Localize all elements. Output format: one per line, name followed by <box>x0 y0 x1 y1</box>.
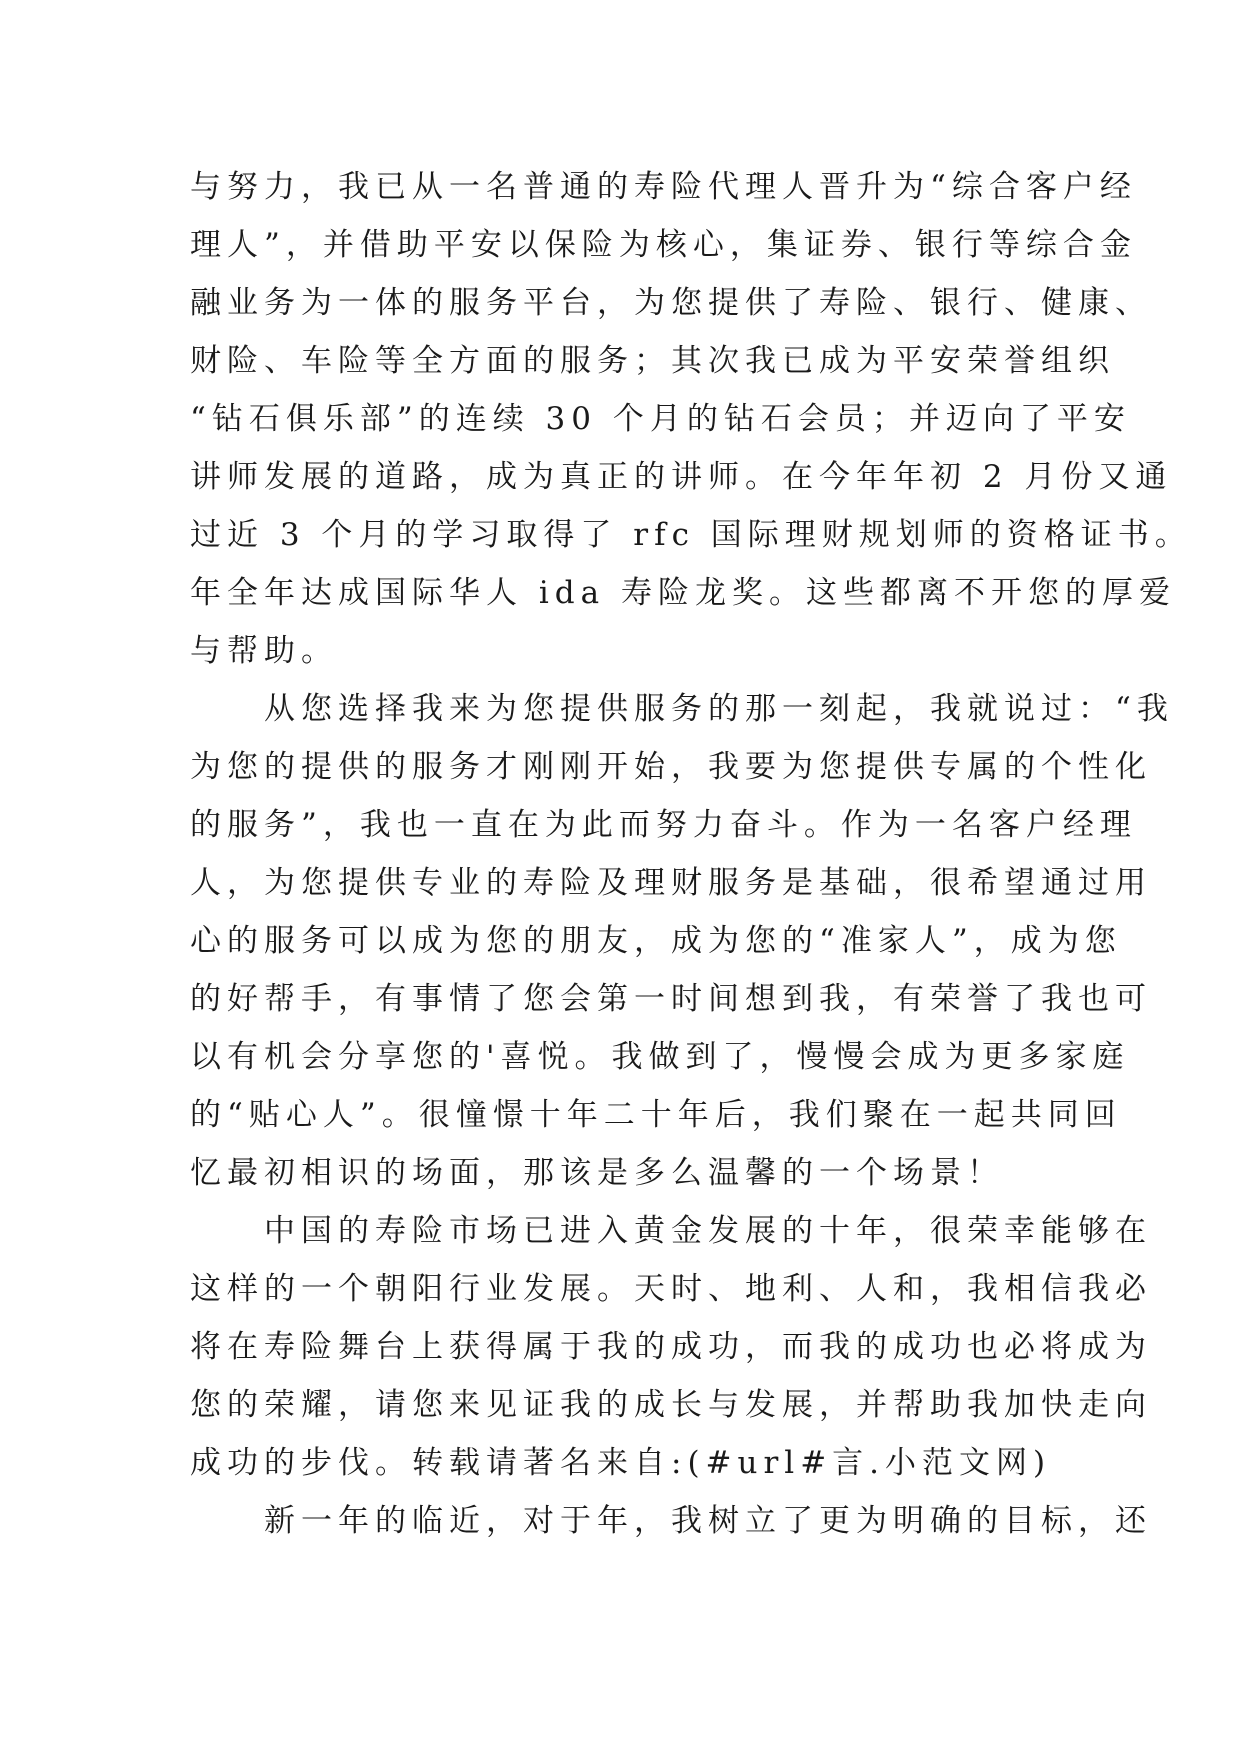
text-line: 忆最初相识的场面，那该是多么温馨的一个场景！ <box>190 1155 1004 1191</box>
text-line: 新一年的临近，对于年，我树立了更为明确的目标，还 <box>190 1503 1152 1539</box>
text-line: “钻石俱乐部”的连续 30 个月的钻石会员；并迈向了平安 <box>190 401 1131 437</box>
text-line: 财险、车险等全方面的服务；其次我已成为平安荣誉组织 <box>190 343 1115 379</box>
body-text <box>190 158 1192 1550</box>
text-line: 的好帮手，有事情了您会第一时间想到我，有荣誉了我也可 <box>190 981 1152 1017</box>
text-line: 讲师发展的道路，成为真正的讲师。在今年年初 2 月份又通 <box>190 459 1173 495</box>
text-line: 人，为您提供专业的寿险及理财服务是基础，很希望通过用 <box>190 865 1152 901</box>
text-line: 将在寿险舞台上获得属于我的成功，而我的成功也必将成为 <box>190 1329 1152 1365</box>
text-line: 融业务为一体的服务平台，为您提供了寿险、银行、健康、 <box>190 285 1152 321</box>
text-line: 中国的寿险市场已进入黄金发展的十年，很荣幸能够在 <box>190 1213 1152 1249</box>
text-line: 过近 3 个月的学习取得了 rfc 国际理财规划师的资格证书。 <box>190 517 1192 553</box>
text-line: 成功的步伐。转载请著名来自:(#url#言.小范文网) <box>190 1445 1052 1481</box>
text-line: 这样的一个朝阳行业发展。天时、地利、人和，我相信我必 <box>190 1271 1152 1307</box>
text-line: 与努力，我已从一名普通的寿险代理人晋升为“综合客户经 <box>190 169 1137 205</box>
text-line: 您的荣耀，请您来见证我的成长与发展，并帮助我加快走向 <box>190 1387 1152 1423</box>
text-line: 年全年达成国际华人 ida 寿险龙奖。这些都离不开您的厚爱 <box>190 575 1176 611</box>
text-line: 与帮助。 <box>190 633 338 669</box>
text-line: 以有机会分享您的'喜悦。我做到了，慢慢会成为更多家庭 <box>190 1039 1130 1075</box>
text-line: 为您的提供的服务才刚刚开始，我要为您提供专属的个性化 <box>190 749 1152 785</box>
text-line: 的服务”，我也一直在为此而努力奋斗。作为一名客户经理 <box>190 807 1137 843</box>
text-line: 从您选择我来为您提供服务的那一刻起，我就说过：“我 <box>190 691 1174 727</box>
text-line: 的“贴心人”。很憧憬十年二十年后，我们聚在一起共同回 <box>190 1097 1122 1133</box>
text-line: 心的服务可以成为您的朋友，成为您的“准家人”，成为您 <box>190 923 1122 959</box>
text-line: 理人”，并借助平安以保险为核心，集证券、银行等综合金 <box>190 227 1137 263</box>
